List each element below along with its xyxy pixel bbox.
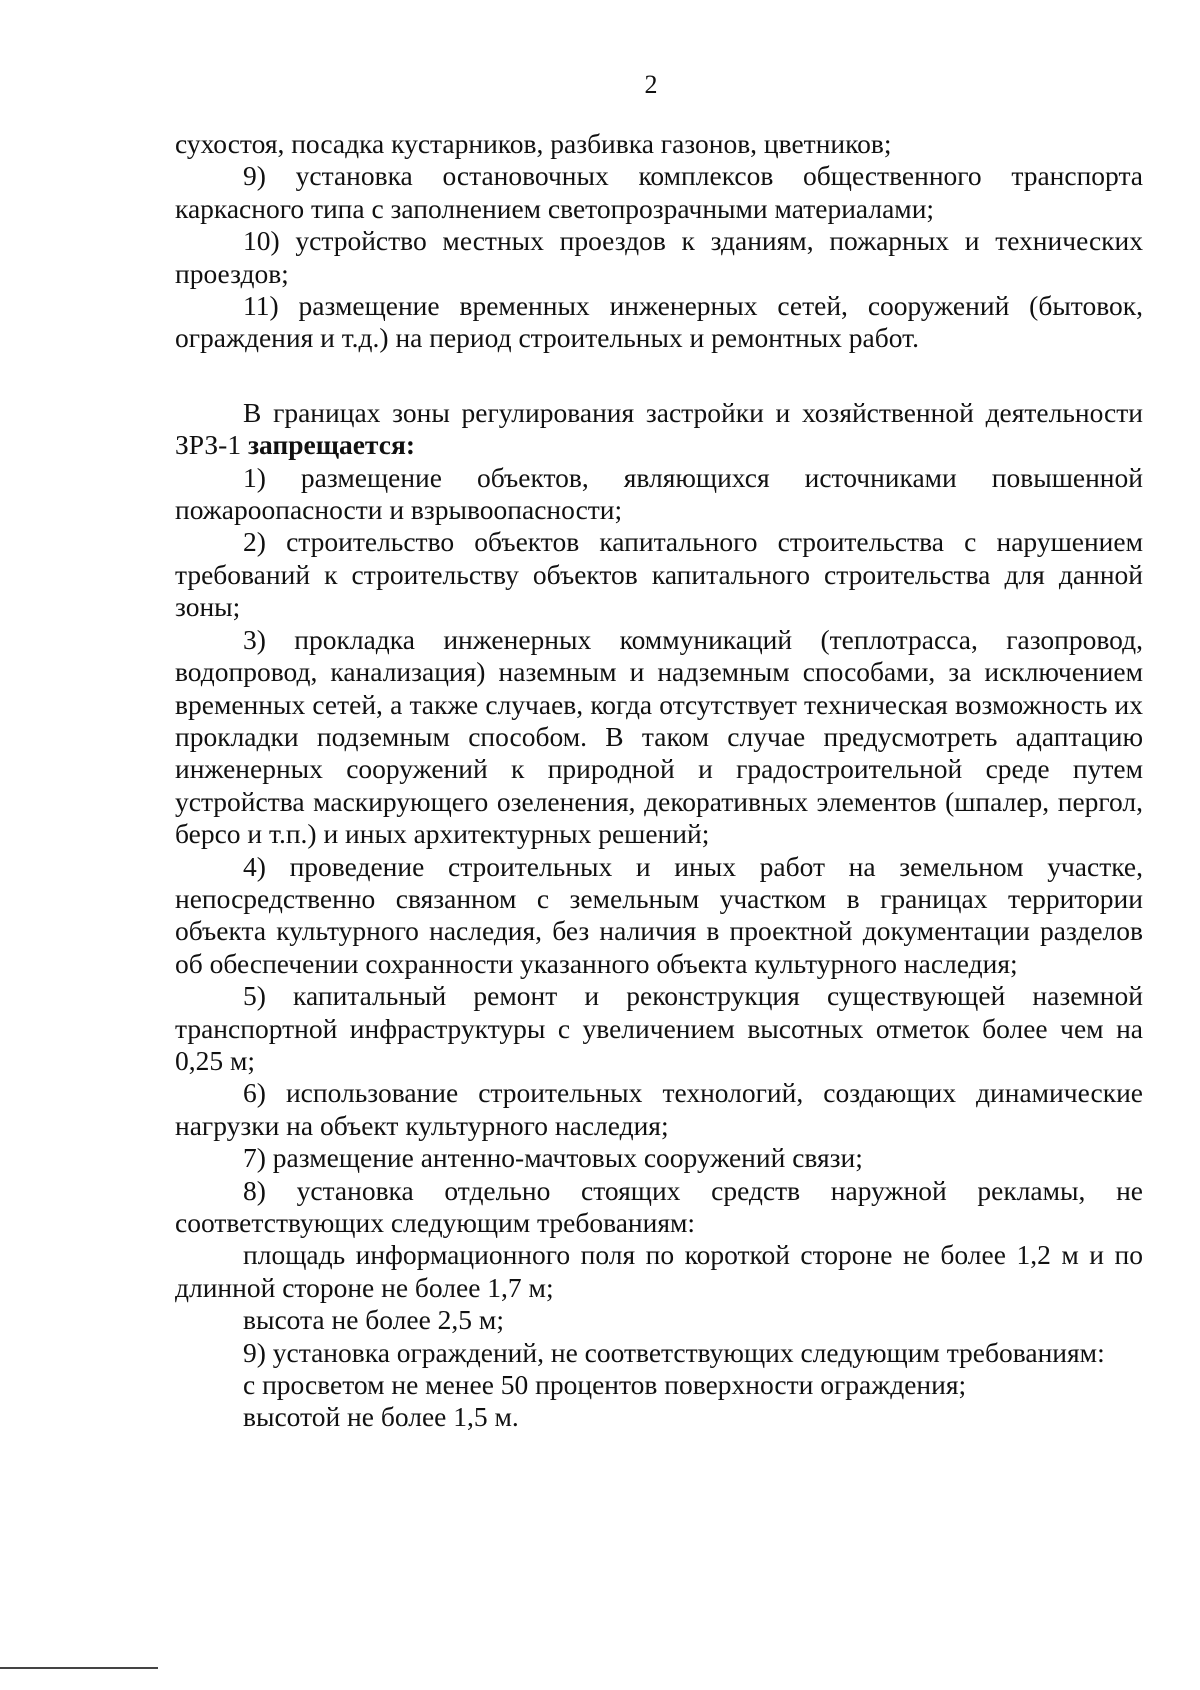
prohibition-item-3: 3) прокладка инженерных коммуникаций (теплотрасса, газопровод, водопровод, канализация) наземным и надземным способами, за исключением временных сетей, а также случаев, когда отсутствует техническая возможность их прокладки подземным способом. В таком случае предусмотреть адаптацию инженерных сооружений к природной и градостроительной среде путем устройства маскирующего озеленения, декоративных элементов (шпалер, пергол, берсо и т.п.) и иных архитектурных решений;	[175, 623, 1143, 850]
section-intro-prohibited: запрещается:	[247, 429, 416, 461]
list-item-9-transport-stops: 9) установка остановочных комплексов общественного транспорта каркасного типа с заполнением светопрозрачными материалами;	[175, 160, 1143, 224]
fence-requirement-height: высотой не более 1,5 м.	[243, 1401, 519, 1433]
list-item-11-temporary-networks: 11) размещение временных инженерных сетей, сооружений (бытовок, ограждения и т.д.) на период строительных и ремонтных работ.	[175, 290, 1143, 354]
prohibition-item-8: 8) установка отдельно стоящих средств наружной рекламы, не соответствующих следующим требованиям:	[175, 1174, 1143, 1238]
section-intro-text: В границах зоны регулирования застройки и хозяйственной деятельности ЗРЗ-1	[175, 396, 1143, 461]
prohibition-item-2: 2) строительство объектов капитального строительства с нарушением требований к строительству объектов капитального строительства для данной зоны;	[175, 526, 1143, 623]
prohibition-item-4: 4) проведение строительных и иных работ на земельном участке, непосредственно связанном с земельным участком в границах территории объекта культурного наследия, без наличия в проектной документации разделов об обеспечении сохранности указанного объекта культурного наследия;	[175, 850, 1143, 979]
footer-rule	[0, 1667, 158, 1669]
section-spacer	[175, 355, 1143, 397]
advertising-requirement-area: площадь информационного поля по короткой стороне не более 1,2 м и по длинной стороне не более 1,7 м;	[175, 1239, 1143, 1303]
prohibition-item-6: 6) использование строительных технологий, создающих динамические нагрузки на объект культурного наследия;	[175, 1077, 1143, 1141]
prohibition-item-9: 9) установка ограждений, не соответствующих следующим требованиям:	[243, 1336, 1105, 1368]
document-body	[175, 128, 1143, 1434]
paragraph-continuation: сухостоя, посадка кустарников, разбивка газонов, цветников;	[175, 128, 892, 159]
list-item-10-driveways: 10) устройство местных проездов к зданиям, пожарных и технических проездов;	[175, 225, 1143, 289]
fence-requirement-clearance: с просветом не менее 50 процентов поверхности ограждения;	[243, 1369, 967, 1401]
advertising-requirement-height: высота не более 2,5 м;	[243, 1304, 504, 1336]
prohibition-item-5: 5) капитальный ремонт и реконструкция существующей наземной транспортной инфраструктуры с увеличением высотных отметок более чем на 0,25 м;	[175, 980, 1143, 1076]
page-number: 2	[644, 70, 658, 99]
section-intro	[175, 397, 1143, 462]
prohibition-item-1: 1) размещение объектов, являющихся источниками повышенной пожароопасности и взрывоопасности;	[175, 461, 1143, 526]
prohibition-item-7: 7) размещение антенно-мачтовых сооружений связи;	[243, 1142, 863, 1174]
